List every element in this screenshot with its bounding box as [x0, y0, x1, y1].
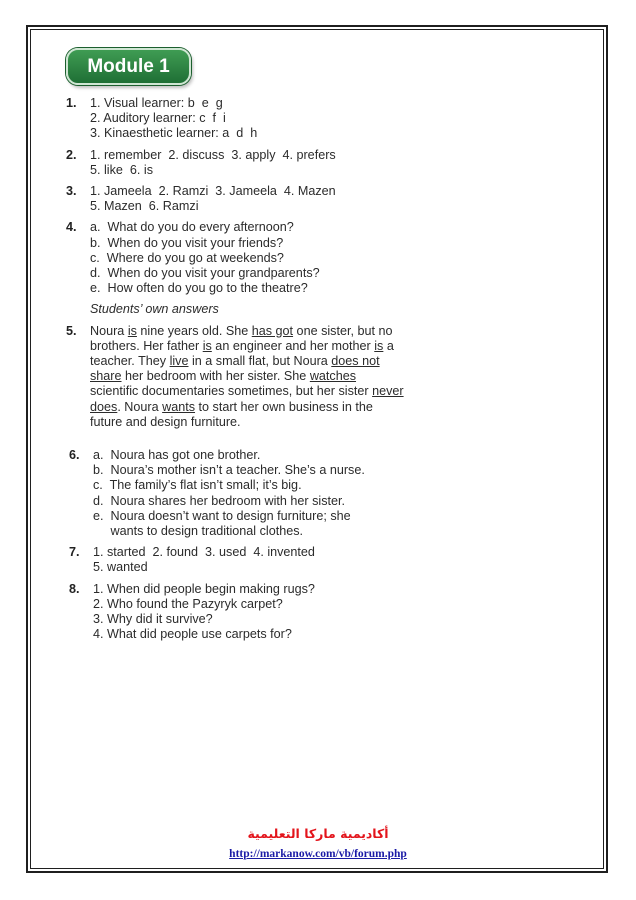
- underlined-verb: is: [202, 338, 212, 353]
- answer-line: b. Noura’s mother isn’t a teacher. She’s a nurse.: [93, 463, 365, 478]
- answer-line: 3. Kinaesthetic learner: a d h: [90, 126, 258, 141]
- underlined-verb: wants: [162, 399, 196, 414]
- answer-line: 1. started 2. found 3. used 4. invented: [93, 545, 315, 560]
- module-title-badge: [66, 48, 191, 85]
- answer-line: 1. Visual learner: b e g: [90, 96, 223, 110]
- footer-link[interactable]: [0, 848, 636, 860]
- underlined-verb: is: [374, 338, 384, 353]
- answer-line: c. The family’s flat isn’t small; it’s big.: [93, 478, 302, 493]
- question-4: [66, 220, 406, 296]
- question-number: 2.: [66, 147, 77, 162]
- answer-lines: [90, 148, 406, 178]
- underlined-verb: is: [127, 323, 137, 338]
- question-1: [66, 96, 406, 142]
- question-5: [66, 324, 406, 430]
- paragraph-text: scientific documentaries sometimes, but her sister: [90, 384, 373, 399]
- paragraph-text: an engineer and her mother: [211, 338, 375, 353]
- answer-lines: [90, 220, 406, 296]
- answer-line: 2. Who found the Pazyryk carpet?: [93, 596, 283, 611]
- question-number: 1.: [66, 96, 77, 110]
- question-5-paragraph: [90, 324, 406, 430]
- answer-line: a. What do you do every afternoon?: [90, 220, 294, 235]
- answer-line: d. When do you visit your grandparents?: [90, 266, 320, 281]
- answer-line: d. Noura shares her bedroom with her sister.: [93, 493, 345, 508]
- underlined-verb: watches: [309, 369, 357, 384]
- paragraph-text: one sister, but no brothers. Her father: [90, 323, 393, 353]
- question-6: [66, 448, 406, 539]
- questions-6-8: [66, 448, 406, 642]
- answer-line: 4. What did people use carpets for?: [93, 627, 292, 642]
- paragraph-text: Noura: [90, 323, 128, 338]
- underlined-verb: never does: [90, 384, 404, 414]
- answer-line: c. Where do you go at weekends?: [90, 250, 284, 265]
- answer-line: 3. Why did it survive?: [93, 612, 213, 627]
- answer-line: 2. Auditory learner: c f i: [90, 111, 226, 126]
- paragraph-text: in a small flat, but Noura: [188, 354, 332, 369]
- paragraph-text: her bedroom with her sister. She: [121, 369, 310, 384]
- question-number: 5.: [66, 323, 77, 338]
- module-title: Module 1: [87, 55, 170, 77]
- paragraph-text: a teacher. They: [90, 338, 394, 369]
- answer-line: a. Noura has got one brother.: [93, 448, 261, 463]
- question-number: 7.: [69, 545, 80, 560]
- answer-lines: [93, 582, 406, 643]
- answer-line: wants to design traditional clothes.: [93, 524, 304, 539]
- answer-line: 1. remember 2. discuss 3. apply 4. prefers: [90, 147, 336, 162]
- answer-lines: [93, 448, 406, 539]
- answer-lines: [90, 96, 406, 142]
- paragraph-text: . Noura: [117, 399, 163, 414]
- footer-url[interactable]: http://markanow.com/vb/forum.php: [229, 848, 407, 860]
- paragraph-text: nine years old. She: [136, 323, 252, 338]
- question-8: [66, 582, 406, 643]
- question-2: [66, 148, 406, 178]
- note-students-own-answers: Students’ own answers: [90, 302, 219, 317]
- paragraph-text: to start her own business in the future and design furniture.: [90, 399, 373, 429]
- answer-line: 1. Jameela 2. Ramzi 3. Jameela 4. Mazen: [90, 184, 336, 199]
- answer-line: 5. Mazen 6. Ramzi: [90, 199, 199, 214]
- underlined-verb: does not share: [90, 354, 380, 384]
- question-number: 8.: [69, 581, 80, 596]
- answer-line: 5. like 6. is: [90, 162, 153, 177]
- questions-1-4: [66, 96, 406, 296]
- answer-lines: [90, 184, 406, 214]
- answer-line: 5. wanted: [93, 560, 148, 575]
- answer-line: b. When do you visit your friends?: [90, 235, 284, 250]
- question-7: [66, 545, 406, 575]
- question-number: 3.: [66, 184, 77, 199]
- underlined-verb: live: [169, 354, 189, 369]
- underlined-verb: has got: [251, 323, 294, 338]
- footer-arabic-name: أكاديمية ماركا التعليمية: [247, 826, 389, 841]
- question-3: [66, 184, 406, 214]
- question-number: 6.: [69, 448, 80, 463]
- answer-key: [66, 96, 406, 649]
- answer-lines: [93, 545, 406, 575]
- answer-line: e. Noura doesn’t want to design furniture; she: [93, 508, 351, 523]
- question-number: 4.: [66, 220, 77, 235]
- answer-line: 1. When did people begin making rugs?: [93, 581, 315, 596]
- answer-line: e. How often do you go to the theatre?: [90, 281, 308, 296]
